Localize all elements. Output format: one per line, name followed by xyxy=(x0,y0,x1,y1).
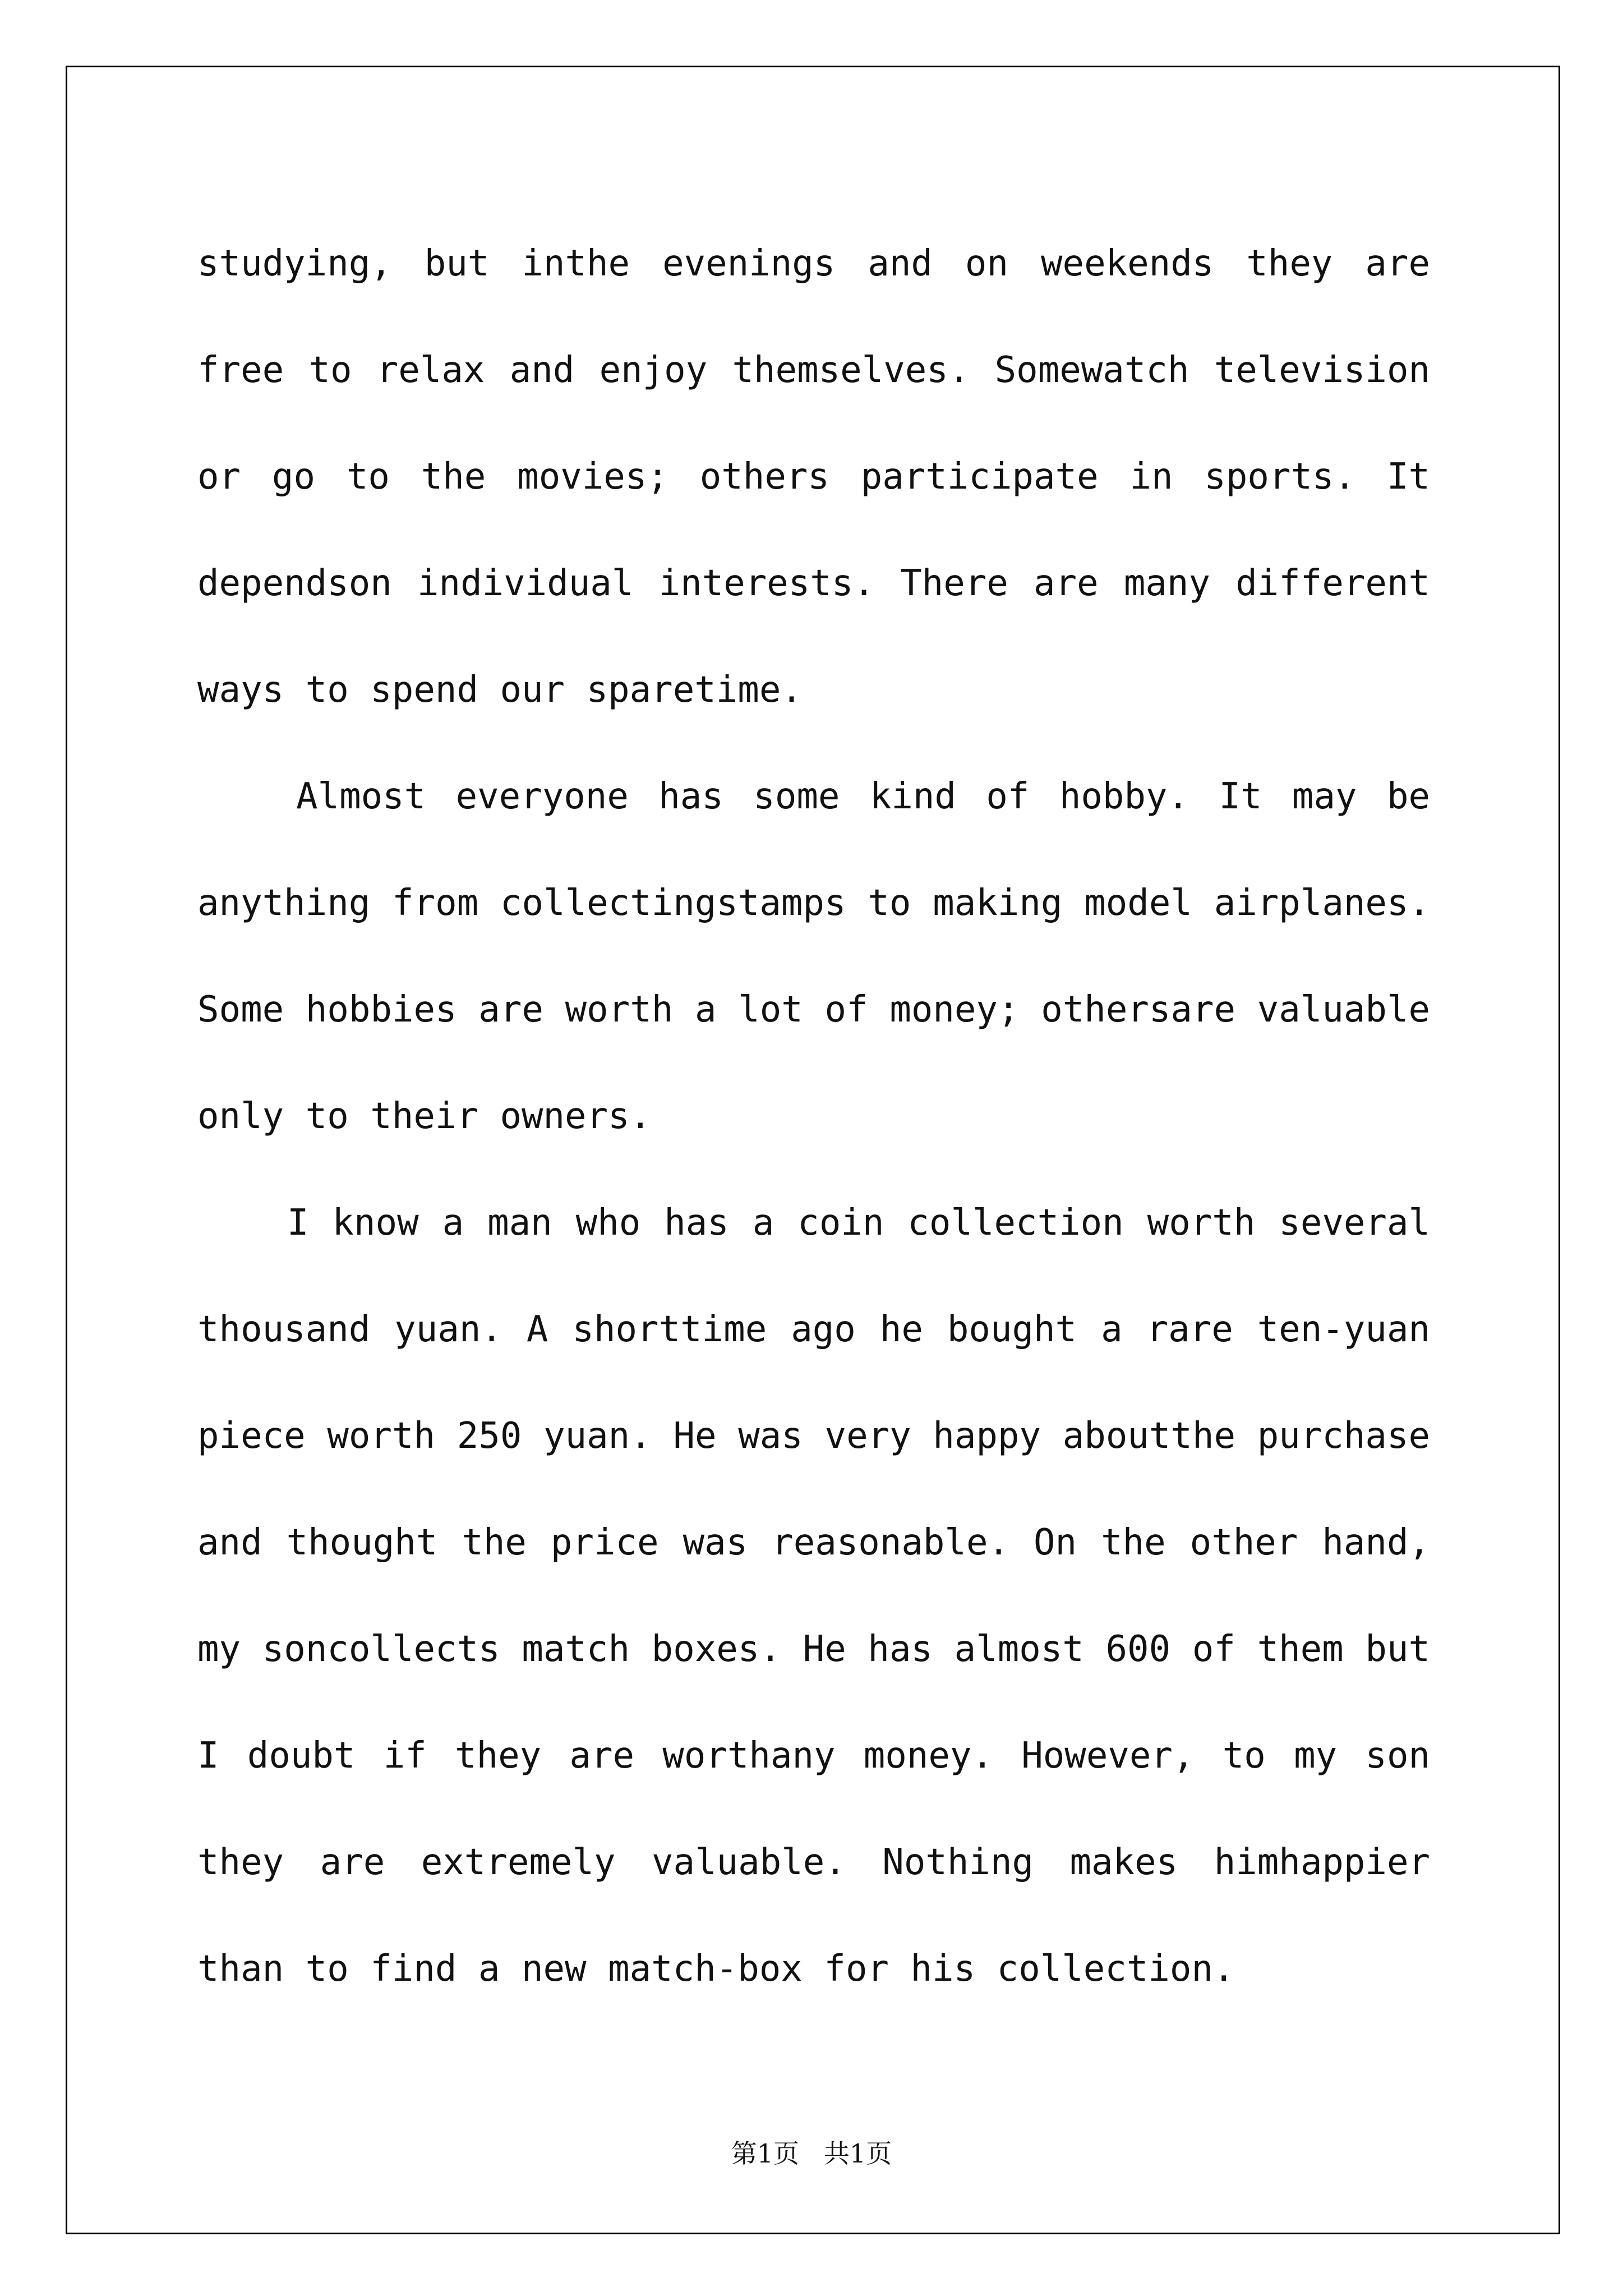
paragraph-3: I know a man who has a coin collection worth several thousand yuan. A shorttime ago he bought a rare ten-yuan piece worth 250 yuan. He was very happy aboutthe purchase and thought the price was reasonable. On the other hand, my soncollects match boxes. He has almost 600 of them but I doubt if they are worthany money. However, to my son they are extremely valuable. Nothing makes himhappier than to find a new match-box for his collection. xyxy=(197,1202,1430,1990)
page-footer: 第1页 共1页 xyxy=(731,2138,892,2169)
paragraph-2: Almost everyone has some kind of hobby. It may be anything from collectingstamps to making model airplanes. Some hobbies are worth a lot of money; othersare valuable only to their owners. xyxy=(197,776,1430,1137)
paragraph-1: studying, but inthe evenings and on weekends they are free to relax and enjoy themselves. Somewatch television or go to the movies; others participate in sports. It dependson individual interests. There are many different ways to spend our sparetime. xyxy=(197,243,1430,711)
document-body xyxy=(197,210,1430,2022)
